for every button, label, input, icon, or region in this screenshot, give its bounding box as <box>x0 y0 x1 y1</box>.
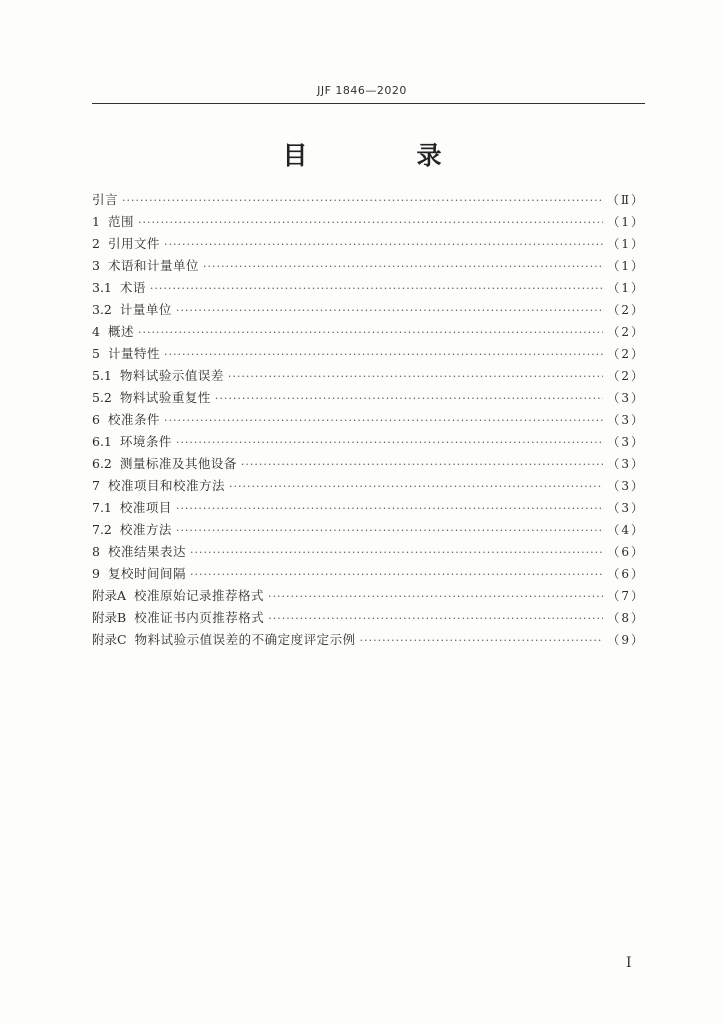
toc-entry-label <box>92 299 172 321</box>
toc-entry-number: 4 <box>92 324 100 339</box>
toc-dot-leader <box>176 300 603 322</box>
toc-entry-number: 2 <box>92 236 100 251</box>
toc-entry-title: 术语 <box>119 280 146 295</box>
toc-entry-label <box>92 255 199 277</box>
toc-entry-page: （2） <box>607 369 645 383</box>
header-rule <box>92 103 645 104</box>
toc-entry-page: （2） <box>607 325 645 339</box>
toc-dot-leader <box>241 454 603 476</box>
toc-entry-page: （3） <box>607 391 645 405</box>
toc-entry-number: 附录B <box>92 610 127 625</box>
toc-entry-label <box>92 585 264 607</box>
toc-entry-title: 复校时间间隔 <box>107 566 186 581</box>
toc-entry-page: （1） <box>607 237 645 251</box>
toc-entry-label <box>92 387 211 409</box>
toc-entry-label <box>92 365 224 387</box>
toc-entry-page: （1） <box>607 259 645 273</box>
toc-entry[interactable] <box>92 387 645 409</box>
toc-dot-leader <box>150 278 603 300</box>
toc-entry[interactable] <box>92 321 645 343</box>
toc-dot-leader <box>228 366 603 388</box>
table-of-contents <box>92 189 645 651</box>
toc-entry-title: 物料试验重复性 <box>119 390 211 405</box>
toc-entry-label <box>92 277 146 299</box>
toc-entry-label <box>92 233 160 255</box>
toc-entry-number: 3 <box>92 258 100 273</box>
toc-entry-title: 校准项目 <box>119 500 172 515</box>
toc-entry[interactable] <box>92 607 645 629</box>
toc-entry-number: 8 <box>92 544 100 559</box>
toc-entry-label <box>92 321 134 343</box>
toc-entry-number: 6 <box>92 412 100 427</box>
toc-entry-number: 附录A <box>92 588 127 603</box>
toc-dot-leader <box>176 432 603 454</box>
toc-entry-title: 术语和计量单位 <box>107 258 199 273</box>
toc-entry-title: 测量标准及其他设备 <box>119 456 237 471</box>
toc-entry-title: 计量单位 <box>119 302 172 317</box>
toc-dot-leader <box>229 476 603 498</box>
toc-dot-leader <box>268 586 603 608</box>
toc-dot-leader <box>138 322 603 344</box>
toc-dot-leader <box>176 520 603 542</box>
toc-entry-title: 校准项目和校准方法 <box>107 478 225 493</box>
toc-entry-number: 6.2 <box>92 456 112 471</box>
toc-entry-label <box>92 497 172 519</box>
toc-entry-page: （9） <box>607 633 645 647</box>
toc-entry-number: 7 <box>92 478 100 493</box>
toc-entry-number: 5.1 <box>92 368 112 383</box>
toc-entry[interactable] <box>92 629 645 651</box>
toc-entry[interactable] <box>92 189 645 211</box>
toc-entry-number: 6.1 <box>92 434 112 449</box>
toc-entry-label <box>92 629 356 651</box>
toc-entry-title: 引言 <box>92 192 119 207</box>
toc-entry-page: （3） <box>607 413 645 427</box>
toc-entry-label <box>92 431 172 453</box>
standard-code: JJF 1846—2020 <box>317 84 407 97</box>
toc-entry[interactable] <box>92 475 645 497</box>
toc-entry-title: 校准条件 <box>107 412 160 427</box>
toc-entry-label <box>92 343 160 365</box>
toc-dot-leader <box>190 564 603 586</box>
toc-dot-leader <box>164 410 603 432</box>
toc-entry[interactable] <box>92 409 645 431</box>
toc-dot-leader <box>164 344 603 366</box>
toc-entry[interactable] <box>92 299 645 321</box>
toc-entry[interactable] <box>92 585 645 607</box>
toc-entry[interactable] <box>92 365 645 387</box>
toc-entry-number: 9 <box>92 566 100 581</box>
toc-dot-leader <box>176 498 603 520</box>
toc-entry[interactable] <box>92 519 645 541</box>
toc-entry-page: （3） <box>607 479 645 493</box>
toc-entry-page: （1） <box>607 281 645 295</box>
toc-entry-title: 校准结果表达 <box>107 544 186 559</box>
toc-entry-number: 7.2 <box>92 522 112 537</box>
toc-dot-leader <box>360 630 604 652</box>
toc-entry-label <box>92 453 237 475</box>
toc-entry-title: 范围 <box>107 214 134 229</box>
toc-entry[interactable] <box>92 431 645 453</box>
toc-entry-page: （1） <box>607 215 645 229</box>
toc-entry-page: （6） <box>607 567 645 581</box>
toc-entry-page: （6） <box>607 545 645 559</box>
toc-entry-title: 环境条件 <box>119 434 172 449</box>
toc-entry-label <box>92 475 225 497</box>
toc-dot-leader <box>190 542 603 564</box>
toc-entry-number: 5 <box>92 346 100 361</box>
toc-dot-leader <box>203 256 603 278</box>
toc-entry-title: 校准原始记录推荐格式 <box>134 588 265 603</box>
toc-entry-page: （2） <box>607 347 645 361</box>
toc-entry-page: （4） <box>607 523 645 537</box>
toc-dot-leader <box>215 388 603 410</box>
toc-entry[interactable] <box>92 255 645 277</box>
toc-entry-title: 引用文件 <box>107 236 160 251</box>
toc-entry-page: （3） <box>607 501 645 515</box>
toc-entry-label <box>92 563 186 585</box>
toc-entry-title: 计量特性 <box>107 346 160 361</box>
toc-entry-title: 校准方法 <box>119 522 172 537</box>
toc-entry-title: 校准证书内页推荐格式 <box>134 610 265 625</box>
toc-dot-leader <box>164 234 603 256</box>
toc-entry-number: 5.2 <box>92 390 112 405</box>
toc-entry-page: （3） <box>607 435 645 449</box>
toc-dot-leader <box>122 190 603 212</box>
toc-entry[interactable] <box>92 453 645 475</box>
toc-entry-page: （3） <box>607 457 645 471</box>
toc-entry[interactable] <box>92 563 645 585</box>
page-title: 目 录 <box>282 141 484 170</box>
toc-entry[interactable] <box>92 497 645 519</box>
toc-entry-label <box>92 409 160 431</box>
toc-entry[interactable] <box>92 233 645 255</box>
toc-entry-label <box>92 541 186 563</box>
toc-entry-page: （7） <box>607 589 645 603</box>
toc-dot-leader <box>138 212 603 234</box>
toc-entry[interactable] <box>92 277 645 299</box>
toc-entry-title: 概述 <box>107 324 134 339</box>
toc-entry-page: （2） <box>607 303 645 317</box>
toc-entry-number: 附录C <box>92 632 127 647</box>
toc-entry[interactable] <box>92 541 645 563</box>
toc-dot-leader <box>268 608 603 630</box>
toc-entry-title: 物料试验示值误差 <box>119 368 224 383</box>
toc-entry-title: 物料试验示值误差的不确定度评定示例 <box>134 632 356 647</box>
toc-entry-number: 7.1 <box>92 500 112 515</box>
toc-entry-label <box>92 519 172 541</box>
toc-entry-page: （8） <box>607 611 645 625</box>
toc-entry[interactable] <box>92 211 645 233</box>
toc-entry-label <box>92 607 264 629</box>
page-number: Ⅰ <box>626 955 632 971</box>
toc-entry-number: 3.2 <box>92 302 112 317</box>
toc-entry-number: 3.1 <box>92 280 112 295</box>
toc-entry-page: （Ⅱ） <box>606 193 645 207</box>
toc-entry-label <box>92 211 134 233</box>
toc-entry-number: 1 <box>92 214 100 229</box>
toc-entry-label <box>92 189 118 211</box>
toc-entry[interactable] <box>92 343 645 365</box>
